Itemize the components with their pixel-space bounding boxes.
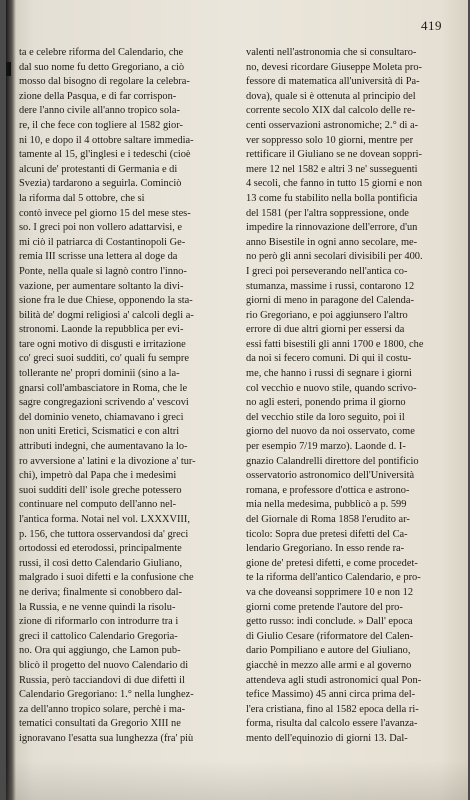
text-line: ta e celebre riforma del Calendario, che — [19, 47, 184, 58]
text-line: corrente secolo XIX dal calcolo delle re- — [246, 105, 416, 117]
text-line: remia III scrisse una lettera al doge da — [19, 251, 178, 263]
text-line: contò invece pel giorno 15 del mese stes- — [19, 207, 191, 219]
text-line: gione de' pretesi difetti, e come procedet- — [246, 557, 418, 569]
text-line: 4 secoli, che fanno in tutto 15 giorni e non — [246, 178, 423, 190]
text-line: Svezia) tardarono a seguirla. Cominciò — [19, 178, 182, 190]
text-line: fessore di matematica all'università di Pa- — [246, 76, 420, 88]
text-line: impedire la rinnovazione dell'errore, d'un — [246, 222, 418, 234]
text-line: l'era cristiana, fino al 1582 epoca della ri- — [246, 703, 419, 715]
text-line: giorno del nuovo da noi osservato, come — [246, 426, 415, 438]
text-line: gnazio Calandrelli direttore del pontificio — [246, 455, 419, 467]
text-line: dario Pompiliano e autore del Giuliano, — [246, 645, 411, 657]
scan-marker — [6, 62, 11, 76]
text-line: lendario Gregoriano. In esso rende ra- — [246, 543, 405, 555]
text-line: anno Bisestile in ogni anno secolare, me- — [246, 236, 418, 248]
text-line: me, che hanno i russi di segnare i giorni — [246, 368, 412, 380]
text-line: la Russia, e ne venne quindi la risolu- — [19, 601, 176, 613]
page-bottom-shade — [6, 760, 468, 800]
text-line: mere 12 nel 1582 e altri 3 ne' susseguenti — [246, 163, 418, 175]
text-line: dere l'anno civile all'anno tropico sola- — [19, 105, 180, 117]
text-line: Russia, però tacciandovi di due difetti il — [19, 674, 185, 686]
text-line: Ponte, nella quale si lagnò contro l'inno- — [19, 265, 187, 277]
text-line: errore di due altri giorni per essersi da — [246, 324, 405, 336]
text-line: non uniti Eretici, Scismatici e con altri — [19, 426, 180, 438]
text-line: del dominio veneto, chiamavano i greci — [19, 411, 184, 423]
text-line: tamente al 15, gl'inglesi e i tedeschi (cioè — [19, 149, 191, 161]
text-line: alcuni de' protestanti di Germania e di — [19, 163, 178, 175]
text-line: giorni di meno in paragone del Calenda- — [246, 295, 414, 307]
text-line: suoi sudditi dell' isole greche potessero — [19, 484, 182, 496]
text-line: giacchè in mezzo alle armi e al governo — [246, 659, 412, 671]
text-line: forma, risulta dal calcolo essere l'avanza- — [246, 718, 418, 730]
text-line: mi ciò il patriarca di Costantinopoli Ge- — [19, 236, 186, 248]
text-line: essi fatti bisestili gli anni 1700 e 1800, che — [246, 338, 424, 350]
text-line: p. 156, che tuttora osservandosi da' greci — [19, 528, 189, 540]
text-line: no però gli anni secolari divisibili per 400. — [246, 251, 423, 263]
text-line: tematici consultati da Gregorio XIII ne — [19, 718, 181, 730]
text-line: stronomi. Laonde la repubblica per evi- — [19, 324, 184, 336]
text-line: zione della Pasqua, e di far corrispon- — [19, 90, 177, 102]
text-line: sione fra le due Chiese, opponendo la sta- — [19, 295, 193, 307]
text-line: ignoravano l'esatta sua lunghezza (fra' più — [19, 732, 194, 744]
text-line: ni 10, e dopo il 4 ottobre saltare immedia- — [19, 134, 194, 146]
text-line: dal suo nome fu detto Gregoriano, a ciò — [19, 61, 185, 73]
text-line: tare ogni motivo di disgusti e irritazione — [19, 338, 186, 350]
text-line: del Giornale di Roma 1858 l'erudito ar- — [246, 514, 410, 525]
text-line: ticolo: Sopra due pretesi difetti del Ca- — [246, 528, 408, 540]
text-line: da noi si fecero comuni. Di qui il costu- — [246, 353, 412, 365]
text-line: ro avversione a' latini e la divozione a' tur- — [19, 455, 196, 467]
text-line: mia nella medesima, pubblicò a p. 599 — [246, 499, 407, 511]
text-line: continuare nel computo dell'anno nel- — [19, 499, 177, 511]
text-line: centi osservazioni astronomiche; 2.° di a- — [246, 119, 419, 131]
text-line: rio Gregoriano, e poi aggiunsero l'altro — [246, 309, 408, 321]
text-line: malgrado i suoi difetti e la confusione che — [19, 572, 194, 584]
text-line: 13 come fu stabilito nella bolla pontificia — [246, 192, 418, 204]
text-line: Calendario Gregoriano: 1.° nella lunghez- — [19, 689, 194, 701]
text-line: tefice Massimo) 45 anni circa prima del- — [246, 689, 416, 701]
text-line: l'antica forma. Notai nel vol. LXXXVIII, — [19, 514, 190, 525]
text-line: attendeva agli studi astronomici qual Pon- — [246, 674, 422, 686]
text-line: greci il cattolico Calendario Gregoria- — [19, 630, 178, 642]
left-text-column — [19, 46, 229, 747]
text-line: tollerante ne' propri dominii (sino a la- — [19, 368, 180, 380]
text-line: valenti nell'astronomia che si consultaro- — [246, 47, 417, 58]
text-line: giorni come pretende l'autore del pro- — [246, 601, 403, 613]
text-line: za dell'anno tropico solare, perchè i ma- — [19, 703, 186, 715]
text-line: I greci poi perseverando nell'antica co- — [246, 265, 408, 277]
text-line: per esempio 7/19 marzo). Laonde d. I- — [246, 441, 406, 453]
text-line: blicò il progetto del nuovo Calendario di — [19, 659, 189, 671]
text-line: bilità de' dogmi religiosi a' calcoli degli a- — [19, 309, 194, 321]
text-line: mosso dal bisogno di regolare la celebra- — [19, 76, 190, 88]
text-line: co' greci suoi sudditi, co' quali fu sempre — [19, 353, 189, 365]
text-line: no, devesi ricordare Giuseppe Moleta pro- — [246, 61, 423, 73]
text-line: romana, e professore d'ottica e astrono- — [246, 484, 410, 496]
book-page — [6, 0, 468, 800]
text-line: di Giulio Cesare (riformatore del Calen- — [246, 630, 414, 642]
text-line: russi, il così detto Calendario Giuliano, — [19, 557, 183, 569]
text-line: del vecchio stile da loro seguito, poi il — [246, 411, 405, 423]
text-line: col vecchio e nuovo stile, quando scrivo- — [246, 382, 417, 394]
text-line: getto russo: indi conclude. » Dall' epoca — [246, 616, 413, 628]
page-spine-shadow — [6, 0, 16, 800]
text-line: ortodossi ed eterodossi, principalmente — [19, 543, 182, 555]
text-line: sagre congregazioni scrivendo a' vescovi — [19, 397, 189, 409]
text-line: re, il che fece con togliere al 1582 gior- — [19, 119, 183, 131]
text-line: so. I greci poi non vollero adattarvisi, e — [19, 222, 183, 234]
text-line: la riforma dal 5 ottobre, che si — [19, 192, 145, 204]
text-line: ne deriva; finalmente si conobbero dal- — [19, 586, 183, 598]
text-line: del 1581 (per l'altra soppressione, onde — [246, 207, 409, 219]
text-line: stumanza, massime i russi, contarono 12 — [246, 280, 415, 292]
text-line: ver soppresso solo 10 giorni, mentre per — [246, 134, 414, 146]
text-line: te la riforma dell'antico Calendario, e pro- — [246, 572, 421, 584]
text-line: no. Ora qui aggiungo, che Lamon pub- — [19, 645, 181, 657]
page-number: 419 — [421, 18, 442, 33]
text-line: attributi indegni, che aumentavano la lo- — [19, 441, 188, 453]
right-text-column — [246, 46, 454, 747]
text-line: vazione, per aumentare soltanto la divi- — [19, 280, 184, 292]
text-line: mento dell'equinozio di giorni 13. Dal- — [246, 732, 408, 744]
text-line: chi), impetrò dal Papa che i medesimi — [19, 470, 177, 482]
text-line: no agli esteri, ponendo prima il giorno — [246, 397, 406, 409]
text-line: gnarsi coll'ambasciatore in Roma, che le — [19, 382, 188, 394]
text-line: osservatorio astronomico dell'Università — [246, 470, 415, 482]
text-line: va che doveansi sopprimere 10 e non 12 — [246, 586, 414, 598]
text-line: rettificare il Giuliano se ne dovean soppri- — [246, 149, 423, 161]
text-line: dova), quale si è ottenuta al principio del — [246, 90, 416, 102]
text-line: zione di riformarlo con introdurre tra i — [19, 616, 179, 628]
